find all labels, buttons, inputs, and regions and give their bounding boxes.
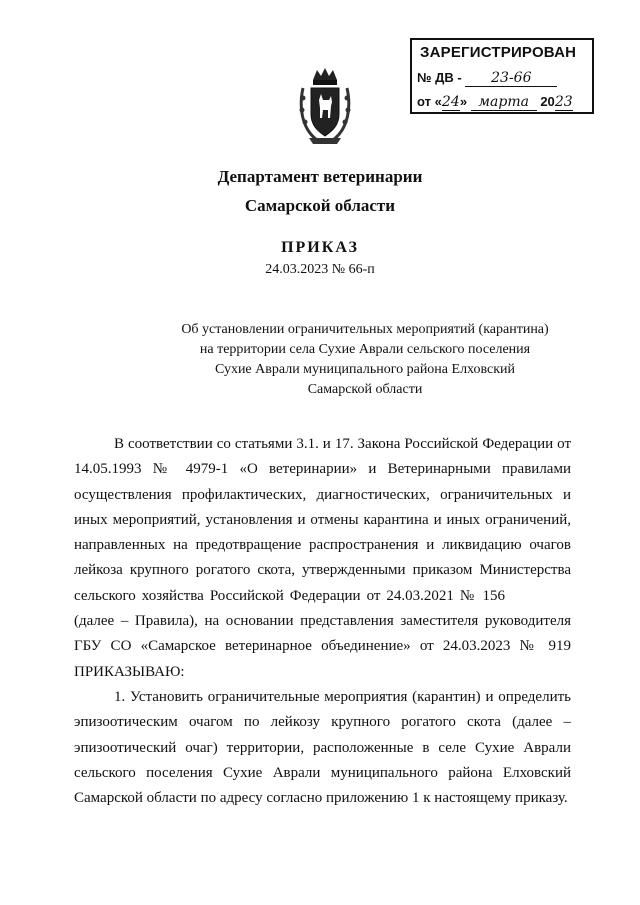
department-name-line2: Самарской области: [244, 196, 396, 215]
subject-line: на территории села Сухие Аврали сельского поселения: [199, 342, 531, 357]
stamp-number-label: № ДВ -: [417, 70, 462, 85]
stamp-date-year-prefix: 20: [540, 94, 555, 109]
order-subject: [120, 320, 610, 400]
stamp-date-month: марта: [471, 94, 537, 111]
order-date-number: 24.03.2023 № 66-п: [265, 262, 375, 277]
department-name-line1: Департамент ветеринарии: [217, 167, 423, 186]
stamp-date-row: [417, 94, 573, 111]
stamp-number-row: [417, 70, 557, 87]
stamp-title: ЗАРЕГИСТРИРОВАН: [420, 44, 577, 61]
order-body: [74, 432, 571, 811]
preamble-part2: (далее – Правила), на основании представления заместителя руководителя ГБУ СО «Самарское ветеринарное объединение» от 24.03.2023 № 919 ПРИКАЗЫВАЮ:: [74, 613, 571, 680]
registration-stamp: [410, 38, 594, 114]
stamp-date-year-suffix: 23: [554, 94, 573, 110]
subject-line: Об установлении ограничительных мероприятий (карантина): [181, 322, 549, 337]
stamp-date-day: 24: [441, 94, 460, 110]
stamp-number-value: 23-66: [465, 70, 557, 87]
body-paragraph-preamble: [74, 432, 571, 685]
preamble-part1: В соответствии со статьями 3.1. и 17. Закона Российской Федерации от 14.05.1993 № 4979-1 «О ветеринарии» и Ветеринарными правилами осуществления профилактических, диагностических, ограничительных и иных мероприятий, установления и отмены карантина и иных ограничений, направленных на предотвращение распространения и ликвидацию очагов лейкоза крупного рогатого скота, утвержденными приказом Министерства сельского хозяйства Российской Федерации от 24.03.2021 № 156: [74, 436, 571, 604]
body-paragraph-item-1: 1. Установить ограничительные мероприятия (карантин) и определить эпизоотическим очагом по лейкозу крупного рогатого скота (далее – эпизоотический очаг) территории, расположенные в селе Сухие Аврали сельского поселения Сухие Аврали муниципального района Елховский Самарской области по адресу согласно приложению 1 к настоящему приказу.: [74, 688, 571, 807]
order-title: ПРИКАЗ: [281, 239, 359, 256]
subject-line: Сухие Аврали муниципального района Елховский: [214, 362, 516, 377]
stamp-date-mid: »: [459, 94, 468, 109]
coat-of-arms-icon: [297, 66, 353, 148]
stamp-date-prefix: от «: [417, 94, 442, 109]
subject-line: Самарской области: [307, 382, 423, 397]
